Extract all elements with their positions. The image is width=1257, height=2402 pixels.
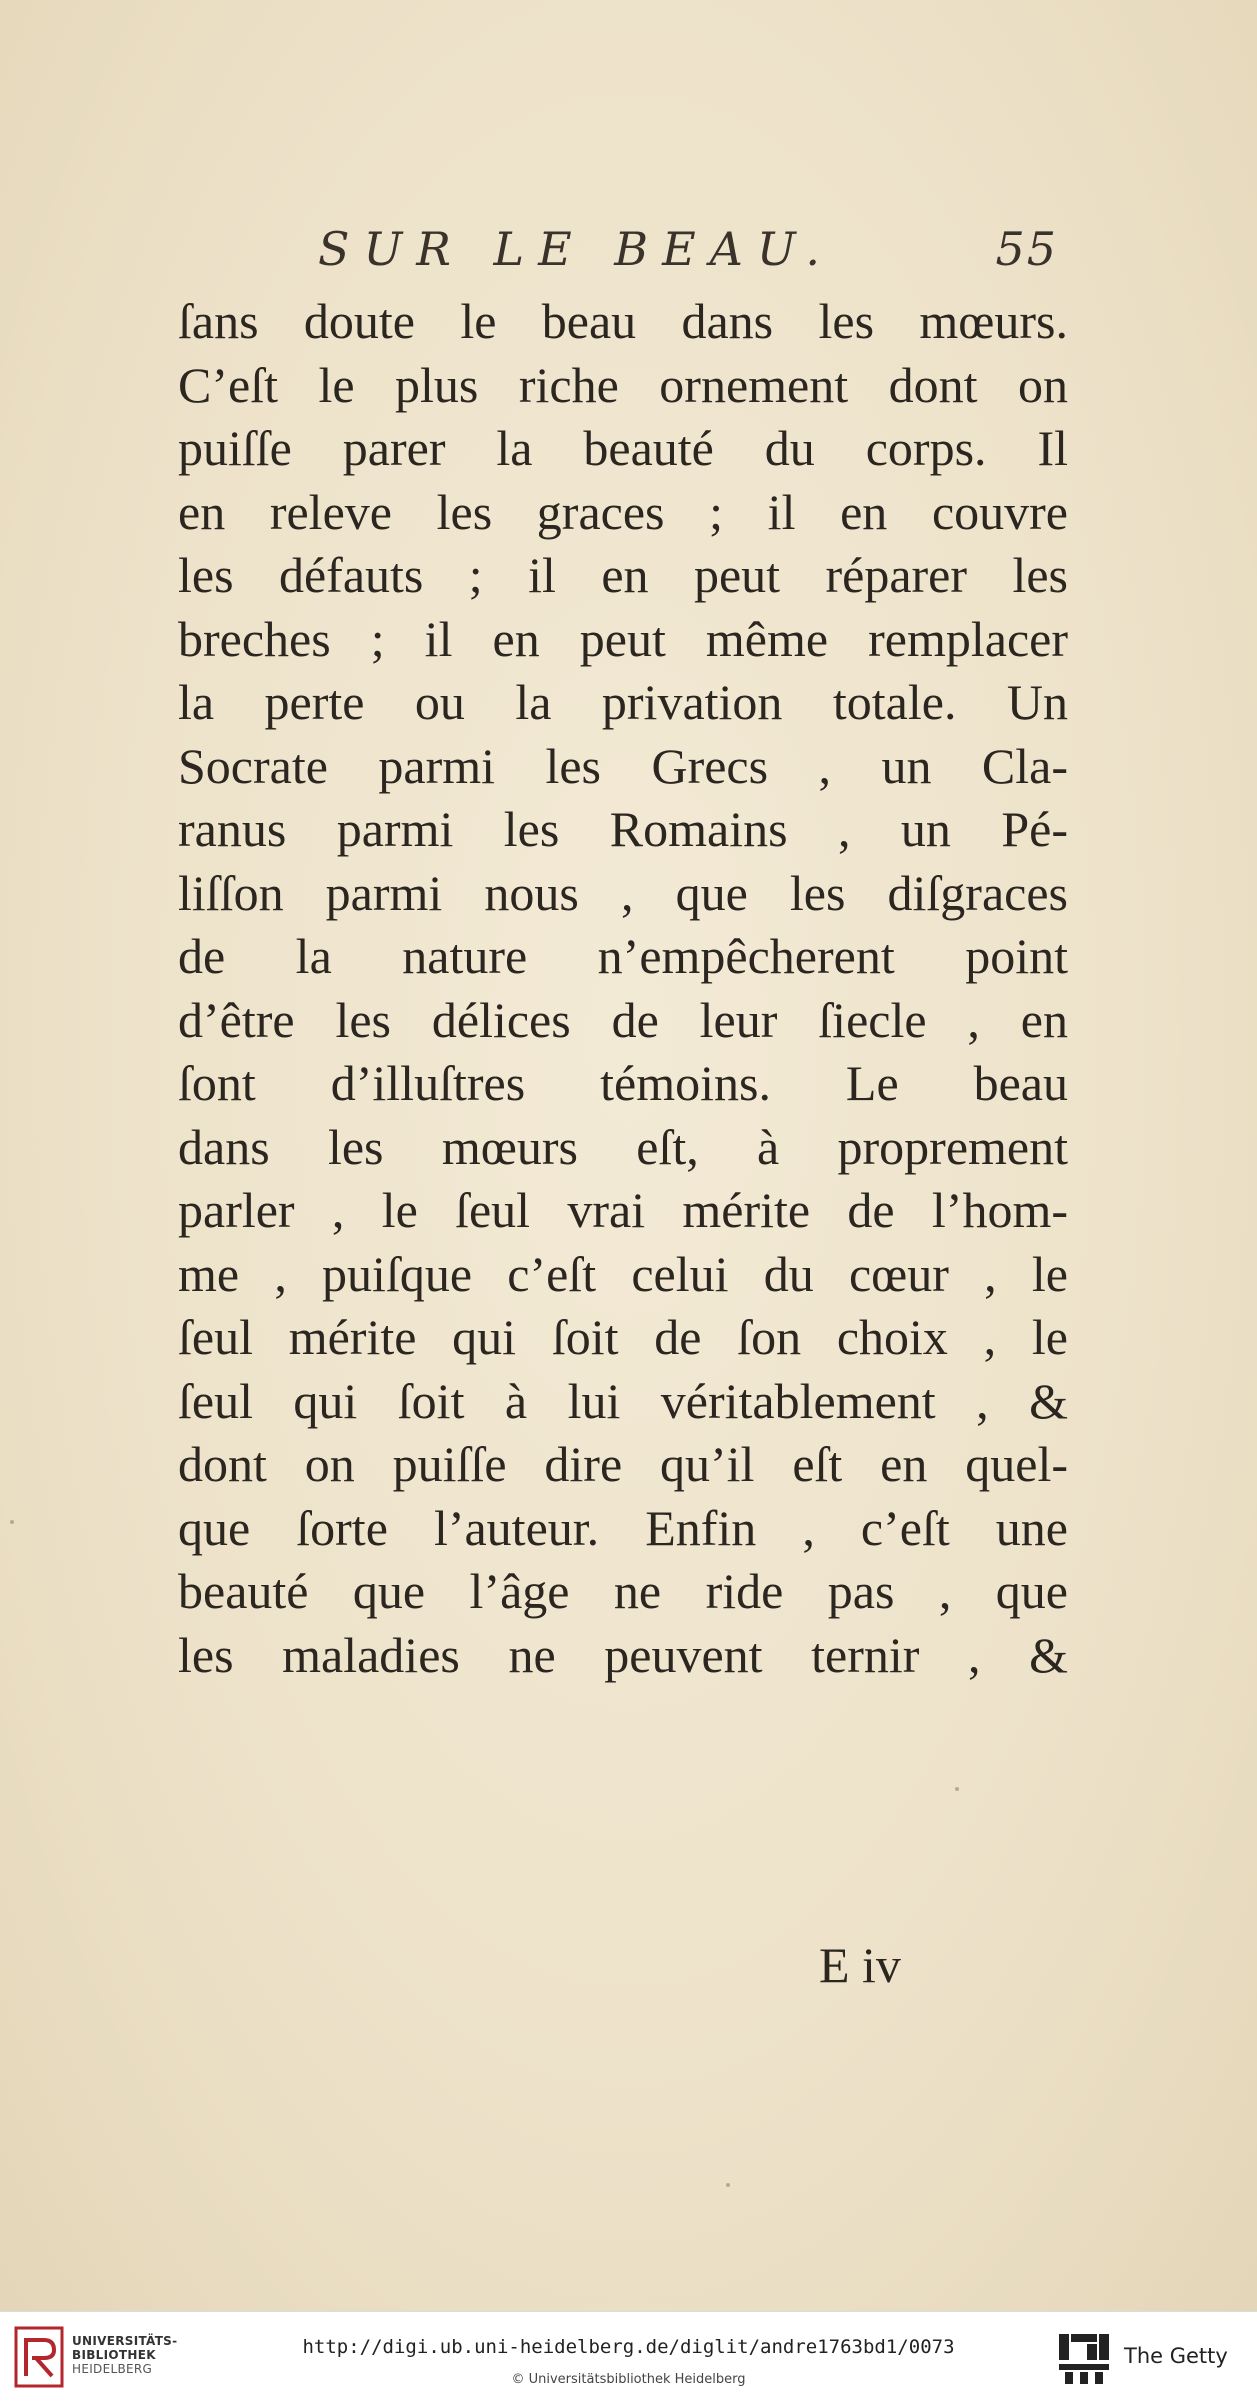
text-line: la perte ou la privation totale. Un	[178, 674, 1068, 730]
body-text	[178, 290, 1068, 1687]
text-line: de la nature n’empêcherent point	[178, 928, 1068, 984]
text-line: parler , le ſeul vrai mérite de l’hom-	[178, 1182, 1068, 1238]
text-line: en releve les graces ; il en couvre	[178, 483, 1068, 540]
page-header	[318, 222, 1058, 292]
text-line: dans les mœurs eſt, à proprement	[178, 1118, 1068, 1175]
copyright-notice: © Universitätsbibliothek Heidelberg	[511, 2372, 746, 2387]
text-line: puiſſe parer la beauté du corps. Il	[178, 420, 1068, 476]
text-line: d’être les délices de leur ſiecle , en	[178, 991, 1068, 1048]
signature-mark: E iv	[819, 1937, 901, 1993]
text-line: les maladies ne peuvent ternir , &	[178, 1626, 1068, 1683]
library-name-line: HEIDELBERG	[72, 2362, 153, 2376]
permalink[interactable]: http://digi.ub.uni-heidelberg.de/diglit/andre1763bd1/0073	[302, 2336, 955, 2358]
partner-name: The Getty	[1124, 2344, 1228, 2368]
text-line: Socrate parmi les Grecs , un Cla-	[178, 737, 1068, 794]
text-line: ſeul qui ſoit à lui véritablement , &	[178, 1372, 1068, 1429]
text-line: ſont d’illuſtres témoins. Le beau	[178, 1055, 1068, 1111]
paper-speck	[955, 1787, 959, 1791]
paper-speck	[726, 2183, 730, 2187]
getty-logo-icon[interactable]	[1057, 2330, 1111, 2386]
text-line: me , puiſque c’eſt celui du cœur , le	[178, 1245, 1068, 1302]
text-line: ſans doute le beau dans les mœurs.	[178, 293, 1068, 349]
text-line: liſſon parmi nous , que les diſgraces	[178, 864, 1068, 921]
running-title: SUR LE BEAU.	[318, 222, 835, 276]
paper-speck	[10, 1520, 14, 1524]
text-line: breches ; il en peut même remplacer	[178, 610, 1068, 667]
text-line: dont on puiſſe dire qu’il eſt en quel-	[178, 1436, 1068, 1492]
text-line: ranus parmi les Romains , un Pé-	[178, 801, 1068, 857]
text-line: C’eſt le plus riche ornement dont on	[178, 356, 1068, 413]
library-name-line: BIBLIOTHEK	[72, 2348, 156, 2362]
viewer-footer	[0, 2311, 1257, 2402]
page-number: 55	[995, 222, 1058, 276]
library-name-line: UNIVERSITÄTS-	[72, 2334, 178, 2348]
text-line: ſeul mérite qui ſoit de ſon choix , le	[178, 1309, 1068, 1365]
text-line: beauté que l’âge ne ride pas , que	[178, 1563, 1068, 1619]
text-line: que ſorte l’auteur. Enfin , c’eſt une	[178, 1499, 1068, 1556]
text-line: les défauts ; il en peut réparer les	[178, 547, 1068, 603]
